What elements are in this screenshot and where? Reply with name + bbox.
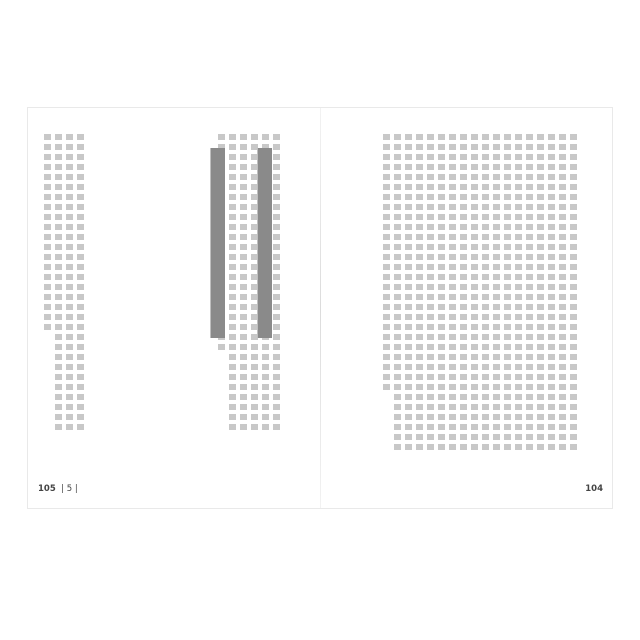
chapter-number: 5 [66,484,73,494]
right-page [321,108,613,508]
table-header-2 [211,148,225,338]
left-closing-placeholder [44,134,84,434]
comparison-table [178,148,272,338]
table-header-1 [258,148,272,338]
right-body-placeholder [383,134,577,454]
table-column-2 [178,148,225,338]
right-footer [583,484,603,494]
left-page-number: 105 [38,484,56,494]
left-page [28,108,320,508]
book-spread [28,108,612,508]
right-page-number: 104 [585,484,603,494]
left-footer: 105 | 5 | [38,484,81,494]
table-column-1 [225,148,272,338]
